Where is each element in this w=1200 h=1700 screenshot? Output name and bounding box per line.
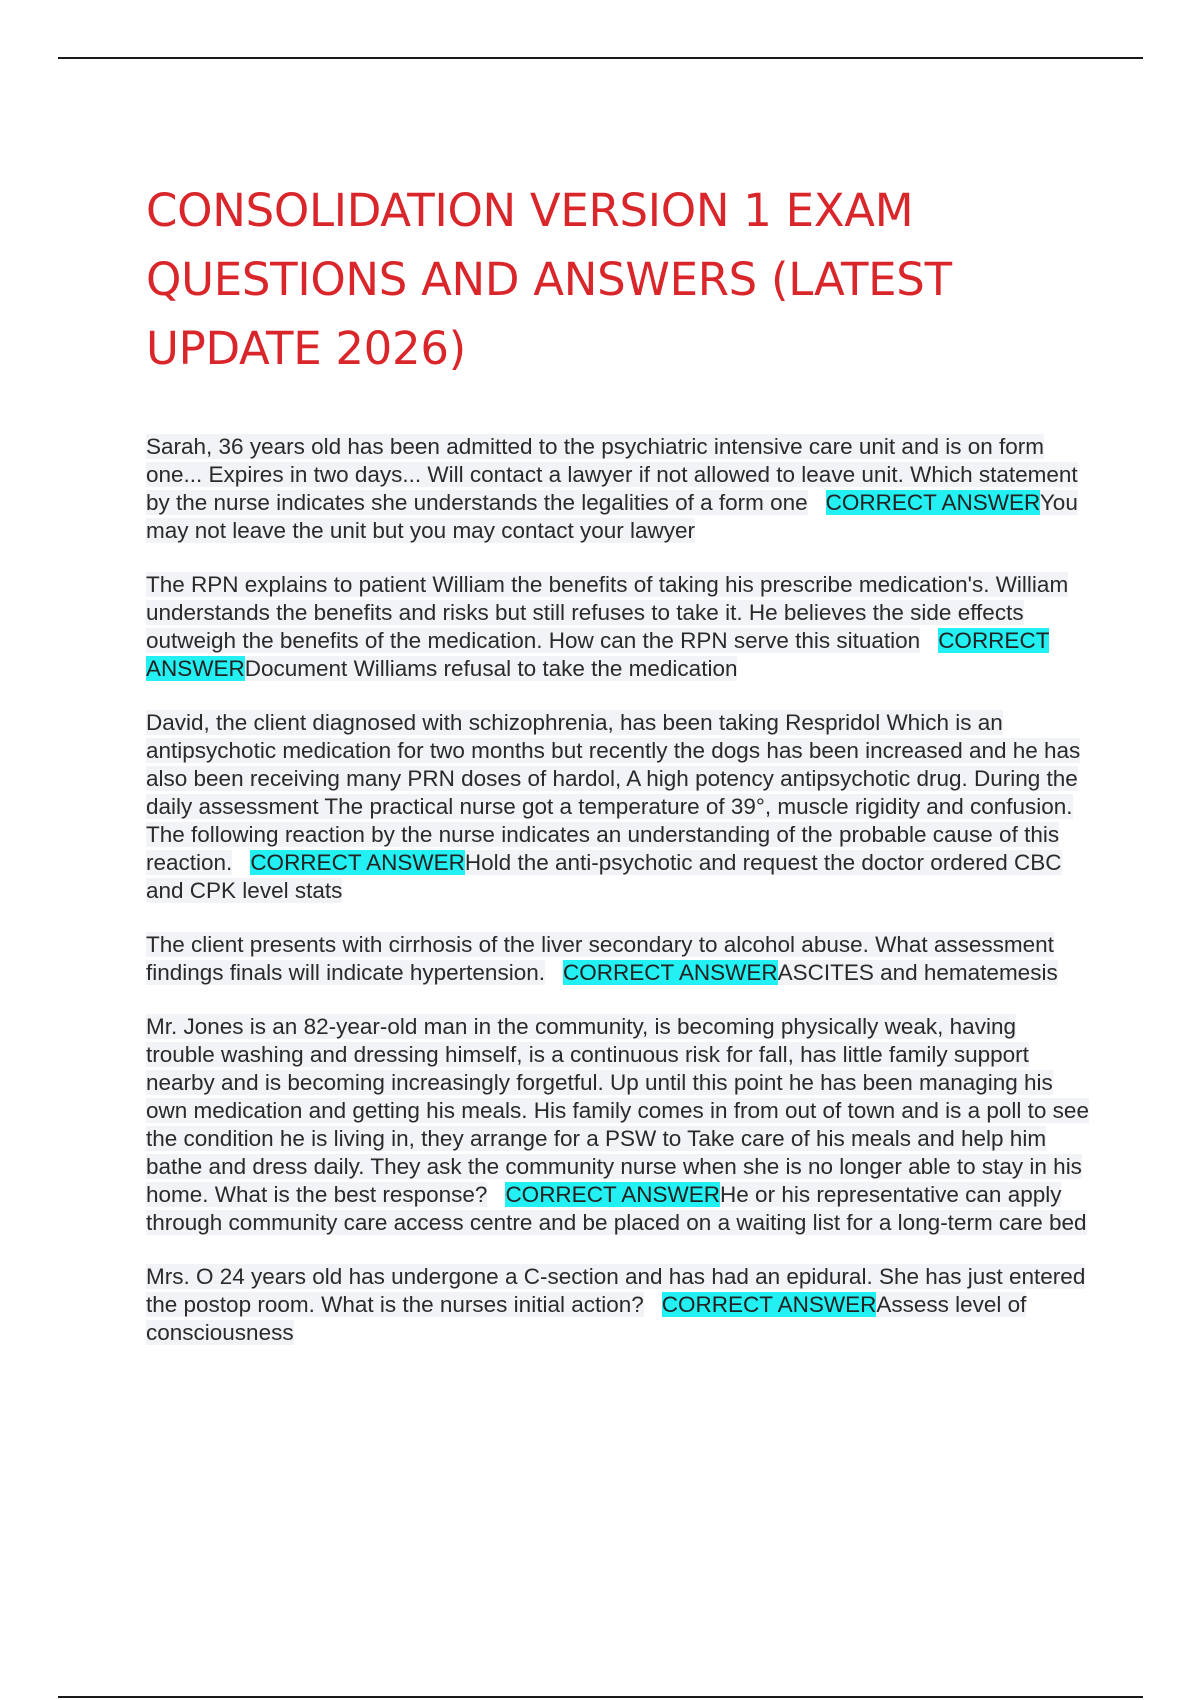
answer-text: Assess level of consciousness — [146, 1292, 1027, 1345]
qa-item-3 — [146, 709, 1091, 905]
answer-text: He or his representative can apply through community care access centre and be placed on a waiting list for a long-term care bed — [146, 1182, 1087, 1235]
qa-list — [146, 433, 1091, 1373]
qa-item-2 — [146, 571, 1091, 683]
answer-text: Document Williams refusal to take the medication — [244, 656, 738, 681]
footer-rule — [58, 1696, 1143, 1698]
answer-text: Hold the anti-psychotic and request the doctor ordered CBC and CPK level stats — [146, 850, 1062, 903]
question-text: Sarah, 36 years old has been admitted to the psychiatric intensive care unit and is on form one... Expires in two days... Will contact a lawyer if not allowed to leave unit. Which statement by the nurse indicates she understands the legalities of a form one — [146, 434, 1078, 515]
qa-item-5 — [146, 1013, 1091, 1237]
qa-item-6 — [146, 1263, 1091, 1347]
question-text: The client presents with cirrhosis of the liver secondary to alcohol abuse. What assessment findings finals will indicate hypertension. — [146, 932, 1054, 985]
correct-answer-tag: CORRECT ANSWER — [562, 960, 778, 985]
header-rule — [58, 57, 1143, 59]
document-title: CONSOLIDATION VERSION 1 EXAM QUESTIONS AND ANSWERS (LATEST UPDATE 2026) — [146, 184, 952, 375]
qa-item-4 — [146, 931, 1091, 987]
answer-text: You may not leave the unit but you may contact your lawyer — [146, 490, 1078, 543]
qa-item-1 — [146, 433, 1091, 545]
question-text: The RPN explains to patient William the benefits of taking his prescribe medication's. William understands the benefits and risks but still refuses to take it. He believes the side effects outweigh the benefits of the medication. How can the RPN serve this situation — [146, 572, 1069, 653]
correct-answer-tag: CORRECT ANSWER — [146, 628, 1050, 681]
correct-answer-tag: CORRECT ANSWER — [661, 1292, 877, 1317]
answer-text: ASCITES and hematemesis — [777, 960, 1058, 985]
question-text: David, the client diagnosed with schizophrenia, has been taking Respridol Which is an antipsychotic medication for two months but recently the dogs has been increased and he has also been receiving many PRN doses of hardol, A high potency antipsychotic drug. During the daily assessment The practical nurse got a temperature of 39°, muscle rigidity and confusion. The following reaction by the nurse indicates an understanding of the probable cause of this reaction. — [146, 710, 1081, 875]
question-text: Mrs. O 24 years old has undergone a C-section and has had an epidural. She has just entered the postop room. What is the nurses initial action? — [146, 1264, 1086, 1317]
question-text: Mr. Jones is an 82-year-old man in the community, is becoming physically weak, having trouble washing and dressing himself, is a continuous risk for fall, has little family support nearby and is becoming increasingly forgetful. Up until this point he has been managing his own medication and getting his meals. His family comes in from out of town and is a poll to see the condition he is living in, they arrange for a PSW to Take care of his meals and help him bathe and dress daily. They ask the community nurse when she is no longer able to stay in his home. What is the best response? — [146, 1014, 1089, 1207]
correct-answer-tag: CORRECT ANSWER — [825, 490, 1040, 515]
correct-answer-tag: CORRECT ANSWER — [250, 850, 465, 875]
correct-answer-tag: CORRECT ANSWER — [505, 1182, 721, 1207]
